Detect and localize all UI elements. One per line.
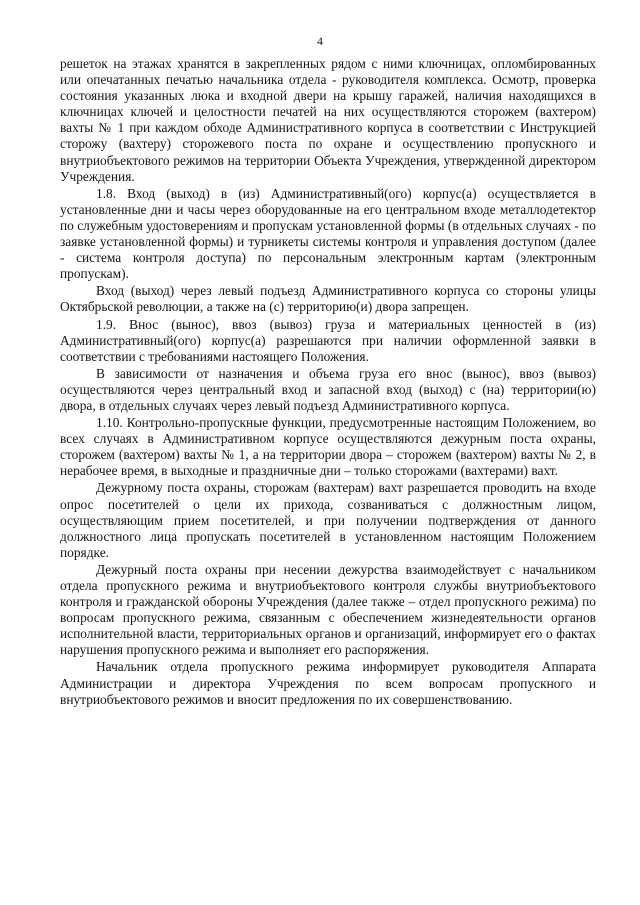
paragraph-visitor-survey: Дежурному поста охраны, сторожам (вахтерам) вахт разрешается проводить на входе опрос посетителей о цели их прихода, созваниваться с должностным лицом, осуществляющим прием посетителей, и при получении подтверждения от данного должностного лица пропускать посетителей в установленном настоящим Положением порядке.	[60, 480, 596, 560]
paragraph-left-entrance: Вход (выход) через левый подъезд Административного корпуса со стороны улицы Октябрьской революции, а также на (с) территорию(и) двора запрещен.	[60, 283, 596, 315]
paragraph-continuation: решеток на этажах хранятся в закрепленных рядом с ними ключницах, опломбированных или опечатанных печатью начальника отдела - руководителя комплекса. Осмотр, проверка состояния указанных люка и входной двери на крышу гаражей, наличия находящихся в ключницах ключей и целостности печатей на них осуществляются сторожем (вахтером) вахты № 1 при каждом обходе Административного корпуса в соответствии с Инструкцией сторожу (вахтеру) сторожевого поста по охране и осуществлению пропускного и внутриобъектового режимов на территории Объекта Учреждения, утвержденной директором Учреждения.	[60, 56, 596, 184]
paragraph-head-of-department: Начальник отдела пропускного режима информирует руководителя Аппарата Администрации и директора Учреждения по всем вопросам пропускного и внутриобъектового режимов и вносит предложения по их совершенствованию.	[60, 659, 596, 707]
paragraph-cargo: В зависимости от назначения и объема груза его внос (вынос), ввоз (вывоз) осуществляются через центральный вход и запасной вход (выход) с (на) территории(ю) двора, в отдельных случаях через левый подъезд Административного корпуса.	[60, 365, 596, 413]
document-body	[60, 56, 596, 708]
paragraph-duty-officer: Дежурный поста охраны при несении дежурства взаимодействует с начальником отдела пропускного режима и внутриобъектового контроля службы внутриобъектового контроля и гражданской обороны Учреждения (далее также – отдел пропускного режима) по вопросам пропускного режима, связанным с обеспечением жизнедеятельности органов исполнительной власти, территориальных органов и организаций, информирует его о фактах нарушения пропускного режима и выполняет его распоряжения.	[60, 561, 596, 658]
paragraph-1-9: 1.9. Внос (вынос), ввоз (вывоз) груза и материальных ценностей в (из) Административный(ого) корпус(а) разрешаются при наличии оформленной заявки в соответствии с требованиями настоящего Положения.	[60, 316, 596, 364]
page-number: 4	[317, 34, 323, 48]
paragraph-1-8: 1.8. Вход (выход) в (из) Административный(ого) корпус(а) осуществляется в установленные дни и часы через оборудованные на его центральном входе металлодетектор по служебным удостоверениям и пропускам установленной формы (в отдельных случаях - по заявке установленной формы) и турникеты системы контроля и управления доступом (далее - система контроля доступа) по персональным электронным картам (электронным пропускам).	[60, 185, 596, 282]
paragraph-1-10: 1.10. Контрольно-пропускные функции, предусмотренные настоящим Положением, во всех случаях в Административном корпусе осуществляются дежурным поста охраны, сторожем (вахтером) вахты № 1, а на территории двора – сторожем (вахтером) вахты № 2, в нерабочее время, в выходные и праздничные дни – только сторожами (вахтерами) вахт.	[60, 415, 596, 479]
